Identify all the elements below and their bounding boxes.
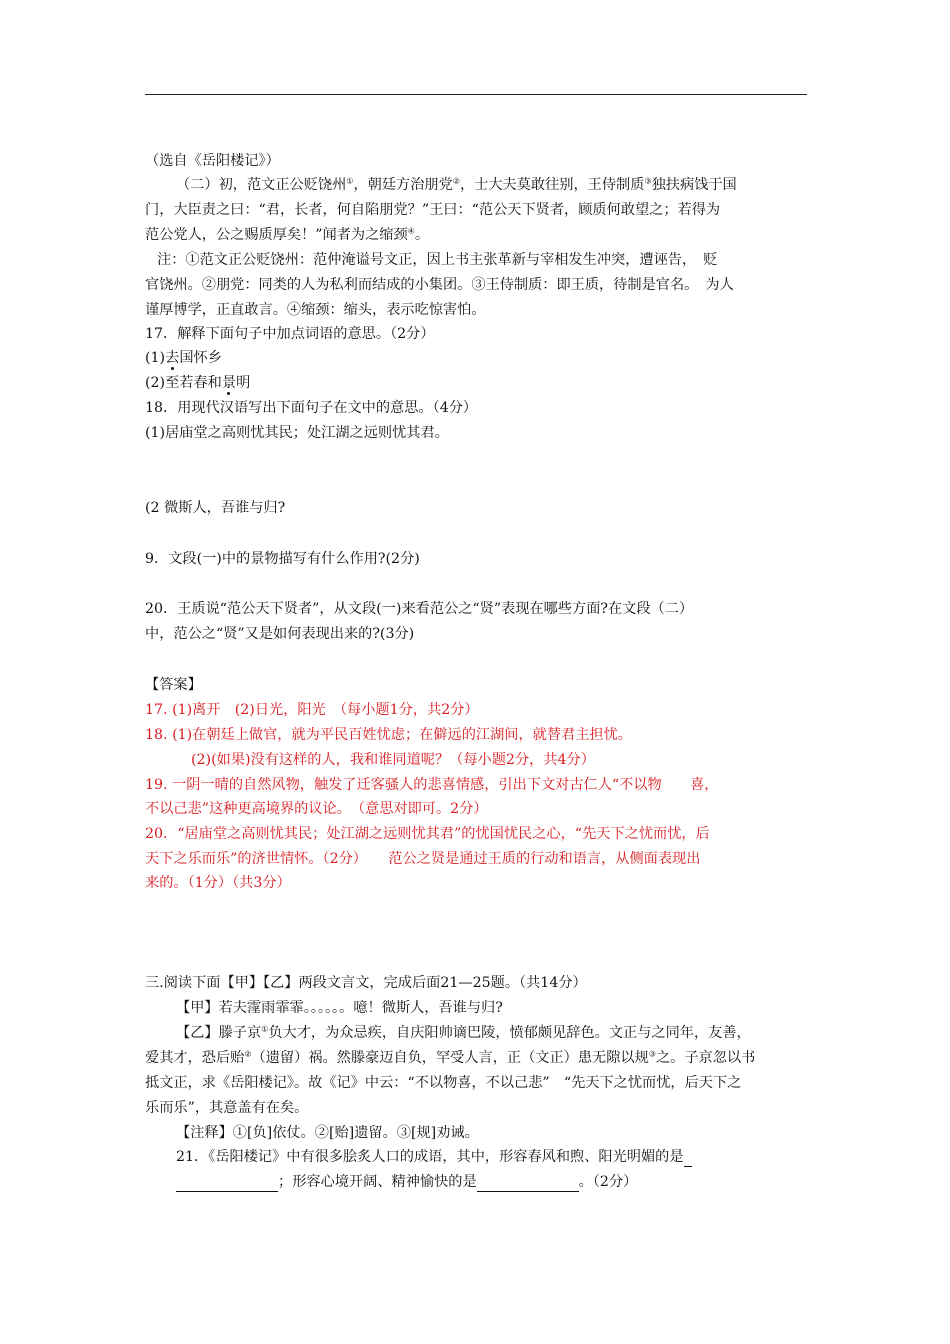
q18-item2: (2 微斯人，吾谁与归? [145, 500, 286, 516]
answers-heading: 【答案】 [145, 677, 202, 693]
notes-line1: 注：①范文正公贬饶州：范仲淹谥号文正，因上书主张革新与宰相发生冲突，遭诬告， 贬 [157, 252, 718, 268]
answer-20-3: 来的。（1分）（共3分） [145, 875, 291, 891]
answer-blank[interactable] [684, 1150, 692, 1167]
section3-yi-line3: 抵文正，求《岳阳楼记》。故《记》中云：“不以物喜，不以己悲” “先天下之忧而忧，后天下之 [145, 1075, 742, 1091]
q18-stem: 18．用现代汉语写出下面句子在文中的意思。（4分） [145, 400, 478, 416]
q21-line1: 21．《岳阳楼记》中有很多脍炙人口的成语，其中，形容春风和煦、阳光明媚的是 [176, 1147, 841, 1167]
passage2-line2: 门，大臣责之曰：“君，长者，何自陷朋党？”王曰：“范公天下贤者，顾质何敢望之；若得为 [145, 202, 721, 218]
q17-item1: (1)去国怀乡 [145, 350, 222, 366]
notes-line2: 官饶州。②朋党：同类的人为私利而结成的小集团。③王侍制质：即王质，待制是官名。 为人 [145, 277, 734, 293]
q17-stem: 17．解释下面句子中加点词语的意思。（2分） [145, 326, 435, 342]
section3-note: 【注释】①[负]依仗。②[贻]遗留。③[规]劝诫。 [176, 1125, 479, 1141]
answer-18-2: (2)(如果)没有这样的人，我和谁同道呢？（每小题2分，共4分） [191, 752, 595, 768]
passage2-line3: 范公党人，公之赐质厚矣！”闻者为之缩颈④。 [145, 226, 430, 243]
answer-blank[interactable] [477, 1175, 579, 1192]
q18-item1: (1)居庙堂之高则忧其民；处江湖之远则忧其君。 [145, 425, 449, 441]
emphasis-dot-char: 景 [221, 375, 237, 391]
q21-line2: ；形容心境开阔、精神愉快的是 。（2分） [176, 1172, 841, 1192]
answer-19-1: 19. 一阴一晴的自然风物，触发了迁客骚人的悲喜情感，引出下文对古仁人“不以物 喜， [145, 777, 719, 793]
answer-18-1: 18. (1)在朝廷上做官，就为平民百姓忧虑；在僻远的江湖间，就替君主担忧。 [145, 727, 632, 743]
q20-line1: 20．王质说“范公天下贤者”，从文段(一)来看范公之“贤”表现在哪些方面?在文段（二） [145, 601, 694, 617]
section3-title: 三.阅读下面【甲】【乙】两段文言文，完成后面21—25题。（共14分） [145, 975, 587, 991]
section3-yi-line4: 乐而乐”，其意盖有在矣。 [145, 1100, 309, 1116]
answer-20-1: 20．“居庙堂之高则忧其民；处江湖之远则忧其君”的忧国忧民之心，“先天下之忧而忧，后 [145, 826, 710, 842]
notes-line3: 谨厚博学，正直敢言。④缩颈：缩头，表示吃惊害怕。 [145, 302, 486, 318]
answer-17: 17. (1)离开 (2)日光，阳光 （每小题1分，共2分） [145, 702, 479, 718]
answer-blank[interactable] [176, 1175, 278, 1192]
answer-19-2: 不以己悲”这种更高境界的议论。 （意思对即可。2分） [145, 801, 488, 817]
q17-item2: (2)至若春和景明 [145, 375, 251, 391]
passage2-line1: （二）初，范文正公贬饶州①，朝廷方治朋党②，士大夫莫敢往别，王侍制质③独扶病饯于国 [176, 176, 737, 193]
q19-stem: 9．文段(一)中的景物描写有什么作用?(2分) [145, 551, 420, 567]
answer-20-2: 天下之乐而乐”的济世情怀。（2分） 范公之贤是通过王质的行动和语言，从侧面表现出 [145, 851, 701, 867]
emphasis-dot-char: 去 [165, 350, 180, 366]
source-line: （选自《岳阳楼记》） [145, 153, 280, 169]
q20-line2: 中，范公之“贤”又是如何表现出来的?(3分) [145, 626, 415, 642]
header-rule [145, 94, 807, 95]
section3-yi-line1: 【乙】滕子京①负大才，为众忌疾，自庆阳帅谪巴陵，愤郁颇见辞色。文正与之同年，友善， [176, 1024, 751, 1041]
section3-jia: 【甲】若夫霪雨霏霏。。。。。。噫！微斯人，吾谁与归? [176, 1000, 503, 1016]
section3-yi-line2: 爱其才，恐后贻②（遗留）祸。然滕豪迈自负，罕受人言，正（文正）患无隙以规③之。子京忽以书 [145, 1049, 756, 1066]
